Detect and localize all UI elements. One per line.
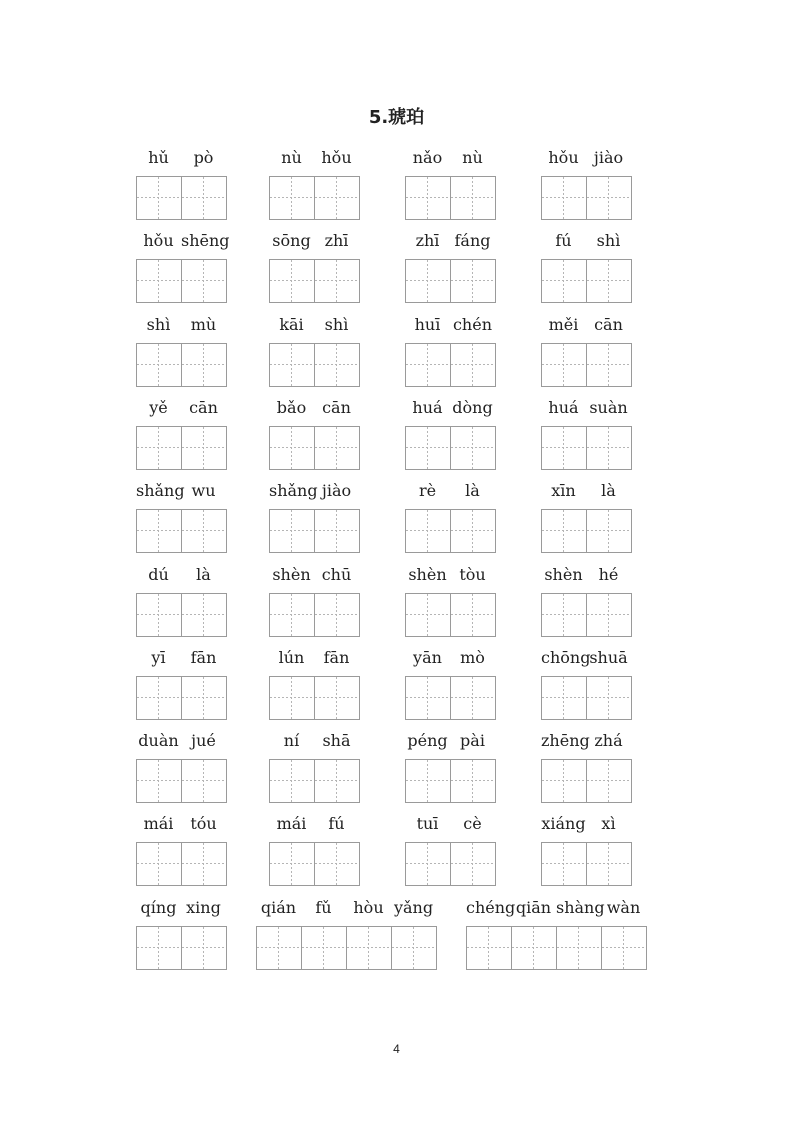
pinyin-syllable: shèn: [408, 565, 447, 584]
character-writing-boxes[interactable]: [136, 676, 227, 720]
pinyin-label: [405, 646, 496, 670]
pinyin-syllable: dú: [148, 565, 169, 584]
pinyin-label: [136, 479, 227, 503]
character-writing-boxes[interactable]: [269, 509, 360, 553]
pinyin-label: [466, 896, 647, 920]
pinyin-syllable: tòu: [459, 565, 486, 584]
character-writing-boxes[interactable]: [541, 176, 632, 220]
tianzige-box[interactable]: [137, 760, 182, 802]
tianzige-box[interactable]: [315, 260, 360, 302]
tianzige-box[interactable]: [137, 177, 182, 219]
tianzige-box[interactable]: [270, 677, 315, 719]
tianzige-box[interactable]: [137, 843, 182, 885]
tianzige-box[interactable]: [257, 927, 302, 969]
pinyin-label: [541, 313, 632, 337]
word-item: [269, 729, 360, 803]
tianzige-box[interactable]: [587, 344, 632, 386]
tianzige-box[interactable]: [587, 594, 632, 636]
word-item: [541, 479, 632, 553]
word-item: [136, 229, 230, 303]
word-item: [541, 313, 632, 387]
pinyin-syllable: là: [601, 481, 616, 500]
pinyin-label: [405, 563, 496, 587]
pinyin-label: [269, 812, 360, 836]
word-item: [541, 563, 632, 637]
character-writing-boxes[interactable]: [405, 509, 496, 553]
character-writing-boxes[interactable]: [256, 926, 437, 970]
pinyin-syllable: chéng: [466, 898, 516, 917]
tianzige-box[interactable]: [542, 760, 587, 802]
pinyin-syllable: nù: [462, 148, 483, 167]
tianzige-box[interactable]: [137, 927, 182, 969]
tianzige-box[interactable]: [602, 927, 647, 969]
tianzige-box[interactable]: [182, 427, 227, 469]
pinyin-syllable: yān: [413, 648, 442, 667]
character-writing-boxes[interactable]: [136, 509, 227, 553]
tianzige-box[interactable]: [315, 843, 360, 885]
tianzige-box[interactable]: [451, 594, 496, 636]
character-writing-boxes[interactable]: [136, 926, 227, 970]
tianzige-box[interactable]: [182, 344, 227, 386]
pinyin-label: [269, 646, 360, 670]
word-item: [269, 146, 360, 220]
pinyin-syllable: qiān: [515, 898, 552, 917]
pinyin-syllable: yī: [151, 648, 166, 667]
tianzige-box[interactable]: [587, 843, 632, 885]
pinyin-label: [256, 896, 437, 920]
word-item: [405, 479, 496, 553]
tianzige-box[interactable]: [587, 760, 632, 802]
pinyin-syllable: duàn: [138, 731, 179, 750]
tianzige-box[interactable]: [406, 177, 451, 219]
character-writing-boxes[interactable]: [269, 676, 360, 720]
pinyin-label: [405, 812, 496, 836]
character-writing-boxes[interactable]: [541, 259, 632, 303]
character-writing-boxes[interactable]: [405, 759, 496, 803]
word-item: [136, 479, 227, 553]
character-writing-boxes[interactable]: [269, 593, 360, 637]
pinyin-syllable: tuī: [416, 814, 439, 833]
pinyin-syllable: jué: [191, 731, 216, 750]
pinyin-syllable: cè: [463, 814, 482, 833]
tianzige-box[interactable]: [451, 260, 496, 302]
tianzige-box[interactable]: [451, 344, 496, 386]
tianzige-box[interactable]: [542, 177, 587, 219]
tianzige-box[interactable]: [406, 760, 451, 802]
character-writing-boxes[interactable]: [136, 593, 227, 637]
tianzige-box[interactable]: [137, 344, 182, 386]
pinyin-syllable: cān: [322, 398, 351, 417]
pinyin-syllable: bǎo: [276, 398, 307, 417]
pinyin-syllable: mái: [276, 814, 307, 833]
pinyin-syllable: mái: [143, 814, 174, 833]
tianzige-box[interactable]: [270, 510, 315, 552]
pinyin-syllable: chōng: [541, 648, 591, 667]
word-item: [405, 646, 496, 720]
tianzige-box[interactable]: [542, 677, 587, 719]
pinyin-syllable: shì: [324, 315, 349, 334]
tianzige-box[interactable]: [542, 843, 587, 885]
word-item: [269, 313, 360, 387]
character-writing-boxes[interactable]: [541, 509, 632, 553]
tianzige-box[interactable]: [542, 594, 587, 636]
pinyin-syllable: fān: [190, 648, 217, 667]
pinyin-syllable: xiáng: [541, 814, 586, 833]
tianzige-box[interactable]: [182, 760, 227, 802]
pinyin-syllable: wu: [191, 481, 216, 500]
pinyin-label: [541, 646, 632, 670]
pinyin-syllable: fú: [328, 814, 345, 833]
tianzige-box[interactable]: [182, 843, 227, 885]
tianzige-box[interactable]: [406, 510, 451, 552]
pinyin-syllable: shèn: [272, 565, 311, 584]
character-writing-boxes[interactable]: [136, 426, 227, 470]
word-item: [405, 563, 496, 637]
word-item: [405, 313, 496, 387]
pinyin-syllable: sōng: [272, 231, 311, 250]
word-item: [541, 229, 632, 303]
tianzige-box[interactable]: [587, 677, 632, 719]
tianzige-box[interactable]: [451, 677, 496, 719]
character-writing-boxes[interactable]: [136, 842, 227, 886]
word-item: [136, 812, 227, 886]
pinyin-syllable: shì: [146, 315, 171, 334]
pinyin-label: [269, 396, 360, 420]
pinyin-syllable: cān: [594, 315, 623, 334]
pinyin-label: [405, 479, 496, 503]
pinyin-syllable: jiào: [321, 481, 352, 500]
character-writing-boxes[interactable]: [269, 343, 360, 387]
word-item: [541, 812, 632, 886]
tianzige-box[interactable]: [542, 510, 587, 552]
word-item: [136, 646, 227, 720]
pinyin-label: [136, 896, 227, 920]
pinyin-syllable: tóu: [190, 814, 217, 833]
pinyin-label: [541, 396, 632, 420]
pinyin-syllable: là: [465, 481, 480, 500]
tianzige-box[interactable]: [406, 594, 451, 636]
character-writing-boxes[interactable]: [541, 759, 632, 803]
pinyin-syllable: zhī: [415, 231, 440, 250]
tianzige-box[interactable]: [587, 177, 632, 219]
pinyin-label: [136, 229, 230, 253]
tianzige-box[interactable]: [182, 260, 227, 302]
pinyin-syllable: nǎo: [412, 148, 443, 167]
character-writing-boxes[interactable]: [405, 676, 496, 720]
word-item: [541, 729, 632, 803]
word-item: [136, 313, 227, 387]
pinyin-label: [405, 396, 496, 420]
pinyin-syllable: hǒu: [143, 231, 174, 250]
pinyin-syllable: lún: [278, 648, 305, 667]
word-item: [405, 812, 496, 886]
pinyin-syllable: shì: [596, 231, 621, 250]
pinyin-label: [405, 146, 496, 170]
tianzige-box[interactable]: [270, 843, 315, 885]
tianzige-box[interactable]: [182, 677, 227, 719]
character-writing-boxes[interactable]: [541, 676, 632, 720]
tianzige-box[interactable]: [315, 677, 360, 719]
tianzige-box[interactable]: [406, 843, 451, 885]
word-item: [405, 729, 496, 803]
pinyin-label: [541, 729, 632, 753]
tianzige-box[interactable]: [270, 260, 315, 302]
tianzige-box[interactable]: [182, 177, 227, 219]
character-writing-boxes[interactable]: [269, 176, 360, 220]
word-item: [269, 563, 360, 637]
pinyin-label: [541, 229, 632, 253]
tianzige-box[interactable]: [315, 760, 360, 802]
tianzige-box[interactable]: [315, 427, 360, 469]
pinyin-syllable: xing: [186, 898, 221, 917]
tianzige-box[interactable]: [392, 927, 437, 969]
word-item: [466, 896, 647, 970]
tianzige-box[interactable]: [406, 677, 451, 719]
pinyin-label: [136, 646, 227, 670]
tianzige-box[interactable]: [182, 927, 227, 969]
tianzige-box[interactable]: [270, 177, 315, 219]
pinyin-syllable: pài: [460, 731, 485, 750]
pinyin-syllable: huá: [412, 398, 443, 417]
pinyin-syllable: kāi: [279, 315, 304, 334]
character-writing-boxes[interactable]: [136, 759, 227, 803]
page-number: 4: [393, 1042, 400, 1056]
pinyin-syllable: huá: [548, 398, 579, 417]
tianzige-box[interactable]: [406, 427, 451, 469]
pinyin-syllable: fān: [323, 648, 350, 667]
pinyin-syllable: yě: [149, 398, 168, 417]
word-item: [136, 896, 227, 970]
tianzige-box[interactable]: [137, 260, 182, 302]
word-item: [269, 812, 360, 886]
word-item: [136, 146, 227, 220]
pinyin-label: [541, 563, 632, 587]
character-writing-boxes[interactable]: [405, 259, 496, 303]
pinyin-syllable: fǔ: [315, 898, 332, 917]
character-writing-boxes[interactable]: [466, 926, 647, 970]
pinyin-syllable: zhá: [594, 731, 623, 750]
pinyin-syllable: shēng: [181, 231, 230, 250]
pinyin-syllable: cān: [189, 398, 218, 417]
pinyin-label: [269, 313, 360, 337]
pinyin-syllable: suàn: [589, 398, 628, 417]
character-writing-boxes[interactable]: [541, 426, 632, 470]
pinyin-label: [541, 146, 632, 170]
page-title: 5.琥珀: [368, 107, 425, 128]
tianzige-box[interactable]: [302, 927, 347, 969]
pinyin-syllable: rè: [418, 481, 437, 500]
pinyin-label: [269, 729, 360, 753]
pinyin-syllable: là: [196, 565, 211, 584]
pinyin-syllable: hǔ: [148, 148, 169, 167]
pinyin-syllable: shèn: [544, 565, 583, 584]
pinyin-syllable: fáng: [454, 231, 491, 250]
tianzige-box[interactable]: [270, 594, 315, 636]
pinyin-syllable: chén: [452, 315, 493, 334]
word-item: [136, 563, 227, 637]
character-writing-boxes[interactable]: [136, 343, 227, 387]
word-item: [405, 396, 496, 470]
tianzige-box[interactable]: [270, 760, 315, 802]
character-writing-boxes[interactable]: [405, 426, 496, 470]
pinyin-label: [405, 313, 496, 337]
word-item: [269, 479, 360, 553]
tianzige-box[interactable]: [406, 260, 451, 302]
character-writing-boxes[interactable]: [541, 842, 632, 886]
pinyin-syllable: hòu: [353, 898, 384, 917]
pinyin-label: [405, 729, 496, 753]
character-writing-boxes[interactable]: [405, 343, 496, 387]
tianzige-box[interactable]: [315, 344, 360, 386]
pinyin-label: [405, 229, 496, 253]
pinyin-syllable: zhī: [324, 231, 349, 250]
pinyin-syllable: jiào: [593, 148, 624, 167]
tianzige-box[interactable]: [451, 510, 496, 552]
tianzige-box[interactable]: [451, 427, 496, 469]
pinyin-label: [136, 313, 227, 337]
tianzige-box[interactable]: [137, 594, 182, 636]
tianzige-box[interactable]: [557, 927, 602, 969]
pinyin-label: [136, 396, 227, 420]
pinyin-label: [269, 479, 360, 503]
word-item: [269, 396, 360, 470]
pinyin-syllable: nù: [281, 148, 302, 167]
pinyin-syllable: huī: [414, 315, 441, 334]
pinyin-syllable: mù: [190, 315, 217, 334]
tianzige-box[interactable]: [542, 427, 587, 469]
tianzige-box[interactable]: [512, 927, 557, 969]
pinyin-label: [136, 563, 227, 587]
pinyin-syllable: xīn: [551, 481, 576, 500]
word-item: [136, 396, 227, 470]
pinyin-syllable: yǎng: [393, 898, 434, 917]
pinyin-label: [269, 146, 360, 170]
tianzige-box[interactable]: [182, 594, 227, 636]
character-writing-boxes[interactable]: [405, 842, 496, 886]
pinyin-syllable: hǒu: [548, 148, 579, 167]
tianzige-box[interactable]: [542, 344, 587, 386]
pinyin-syllable: dòng: [452, 398, 493, 417]
tianzige-box[interactable]: [182, 510, 227, 552]
pinyin-syllable: mò: [460, 648, 485, 667]
pinyin-syllable: shā: [322, 731, 351, 750]
pinyin-syllable: zhēng: [541, 731, 590, 750]
character-writing-boxes[interactable]: [269, 259, 360, 303]
pinyin-label: [541, 479, 632, 503]
pinyin-syllable: měi: [548, 315, 579, 334]
word-item: [269, 229, 360, 303]
tianzige-box[interactable]: [451, 177, 496, 219]
pinyin-syllable: shàng: [556, 898, 605, 917]
pinyin-syllable: ní: [283, 731, 300, 750]
character-writing-boxes[interactable]: [269, 426, 360, 470]
character-writing-boxes[interactable]: [269, 842, 360, 886]
pinyin-syllable: qián: [260, 898, 297, 917]
pinyin-label: [269, 229, 360, 253]
character-writing-boxes[interactable]: [541, 593, 632, 637]
character-writing-boxes[interactable]: [136, 176, 227, 220]
tianzige-box[interactable]: [451, 843, 496, 885]
tianzige-box[interactable]: [270, 344, 315, 386]
word-item: [541, 646, 632, 720]
tianzige-box[interactable]: [467, 927, 512, 969]
pinyin-syllable: fú: [555, 231, 572, 250]
tianzige-box[interactable]: [587, 260, 632, 302]
tianzige-box[interactable]: [542, 260, 587, 302]
character-writing-boxes[interactable]: [269, 759, 360, 803]
tianzige-box[interactable]: [406, 344, 451, 386]
tianzige-box[interactable]: [315, 510, 360, 552]
word-item: [541, 146, 632, 220]
tianzige-box[interactable]: [315, 594, 360, 636]
tianzige-box[interactable]: [347, 927, 392, 969]
tianzige-box[interactable]: [451, 760, 496, 802]
tianzige-box[interactable]: [137, 677, 182, 719]
pinyin-label: [136, 729, 227, 753]
pinyin-label: [136, 146, 227, 170]
word-item: [256, 896, 437, 970]
character-writing-boxes[interactable]: [405, 176, 496, 220]
pinyin-label: [541, 812, 632, 836]
tianzige-box[interactable]: [270, 427, 315, 469]
pinyin-syllable: pò: [193, 148, 214, 167]
pinyin-label: [136, 812, 227, 836]
pinyin-syllable: chū: [321, 565, 352, 584]
word-item: [405, 229, 496, 303]
pinyin-label: [269, 563, 360, 587]
character-writing-boxes[interactable]: [136, 259, 227, 303]
pinyin-syllable: xì: [601, 814, 616, 833]
pinyin-syllable: hé: [598, 565, 619, 584]
pinyin-syllable: shǎng: [136, 481, 185, 500]
pinyin-syllable: hǒu: [321, 148, 352, 167]
pinyin-syllable: shǎng: [269, 481, 318, 500]
tianzige-box[interactable]: [587, 427, 632, 469]
word-item: [405, 146, 496, 220]
character-writing-boxes[interactable]: [541, 343, 632, 387]
word-item: [269, 646, 360, 720]
tianzige-box[interactable]: [137, 427, 182, 469]
word-item: [541, 396, 632, 470]
pinyin-syllable: qíng: [140, 898, 177, 917]
pinyin-syllable: péng: [407, 731, 448, 750]
tianzige-box[interactable]: [587, 510, 632, 552]
pinyin-syllable: wàn: [606, 898, 641, 917]
tianzige-box[interactable]: [137, 510, 182, 552]
character-writing-boxes[interactable]: [405, 593, 496, 637]
tianzige-box[interactable]: [315, 177, 360, 219]
pinyin-syllable: shuā: [589, 648, 628, 667]
word-item: [136, 729, 227, 803]
